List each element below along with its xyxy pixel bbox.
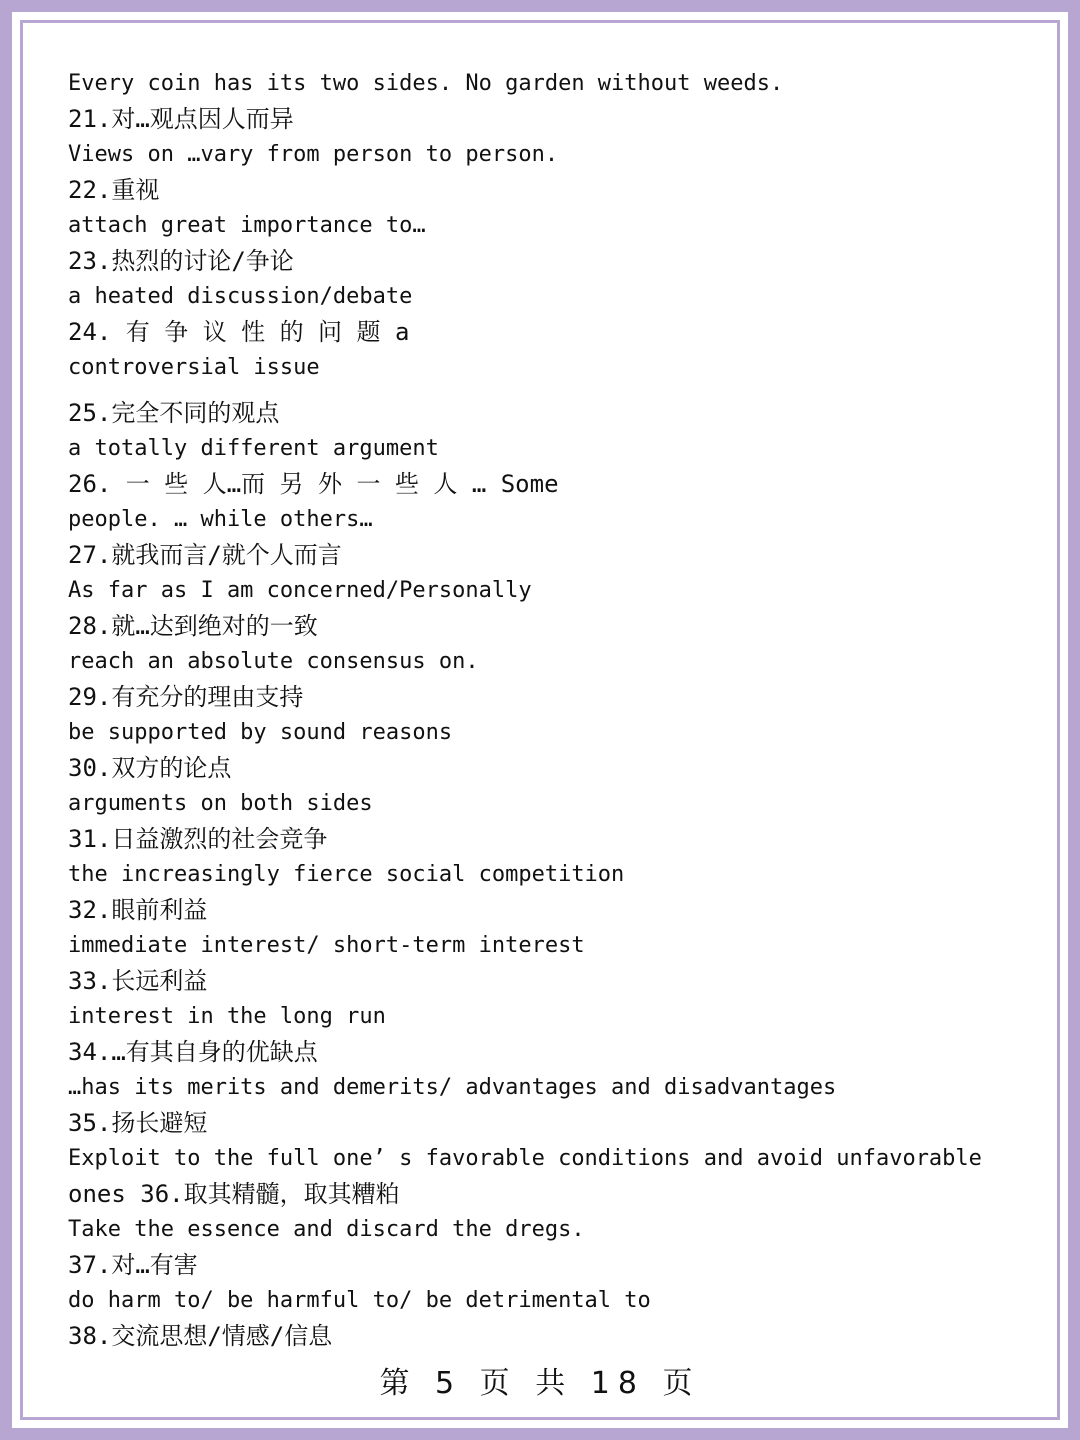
text-line: 26. 一 些 人…而 另 外 一 些 人 … Some <box>68 470 559 498</box>
text-line: 34.…有其自身的优缺点 <box>68 1038 318 1066</box>
page-number-footer: 第 5 页 共 18 页 <box>379 1366 701 1401</box>
text-line: attach great importance to… <box>68 213 426 238</box>
text-line: Every coin has its two sides. No garden without weeds. <box>68 71 784 96</box>
text-line: 32.眼前利益 <box>68 896 208 924</box>
text-line: reach an absolute consensus on. <box>68 649 479 674</box>
text-line: 24. 有 争 议 性 的 问 题 a <box>68 318 410 346</box>
text-line: 21.对…观点因人而异 <box>68 105 294 133</box>
text-line: 37.对…有害 <box>68 1251 198 1279</box>
text-line: ones 36.取其精髓，取其糟粕 <box>68 1180 400 1208</box>
text-line: immediate interest/ short-term interest <box>68 933 585 958</box>
text-line: 30.双方的论点 <box>68 754 232 782</box>
text-line: arguments on both sides <box>68 791 373 816</box>
text-line: interest in the long run <box>68 1004 386 1029</box>
text-line: a totally different argument <box>68 436 439 461</box>
text-line: 23.热烈的讨论/争论 <box>68 247 294 275</box>
text-line: Views on …vary from person to person. <box>68 142 559 167</box>
text-line: 31.日益激烈的社会竞争 <box>68 825 328 853</box>
text-line: As far as I am concerned/Personally <box>68 578 532 603</box>
text-line: 27.就我而言/就个人而言 <box>68 541 342 569</box>
text-line: 22.重视 <box>68 176 160 204</box>
text-line: 35.扬长避短 <box>68 1109 208 1137</box>
text-line: 28.就…达到绝对的一致 <box>68 612 318 640</box>
text-line: do harm to/ be harmful to/ be detrimental to <box>68 1288 651 1313</box>
text-line: 38.交流思想/情感/信息 <box>68 1322 333 1350</box>
text-line: 29.有充分的理由支持 <box>68 683 304 711</box>
text-line: Exploit to the full one’ s favorable conditions and avoid unfavorable <box>68 1146 982 1171</box>
text-line: …has its merits and demerits/ advantages and disadvantages <box>68 1075 837 1100</box>
text-line: be supported by sound reasons <box>68 720 453 745</box>
text-line: a heated discussion/debate <box>68 284 413 309</box>
text-line: 33.长远利益 <box>68 967 208 995</box>
text-line: controversial issue <box>68 355 320 380</box>
text-line: 25.完全不同的观点 <box>68 399 280 427</box>
text-line: Take the essence and discard the dregs. <box>68 1217 585 1242</box>
text-line: the increasingly fierce social competition <box>68 862 625 887</box>
text-line: people. … while others… <box>68 507 373 532</box>
